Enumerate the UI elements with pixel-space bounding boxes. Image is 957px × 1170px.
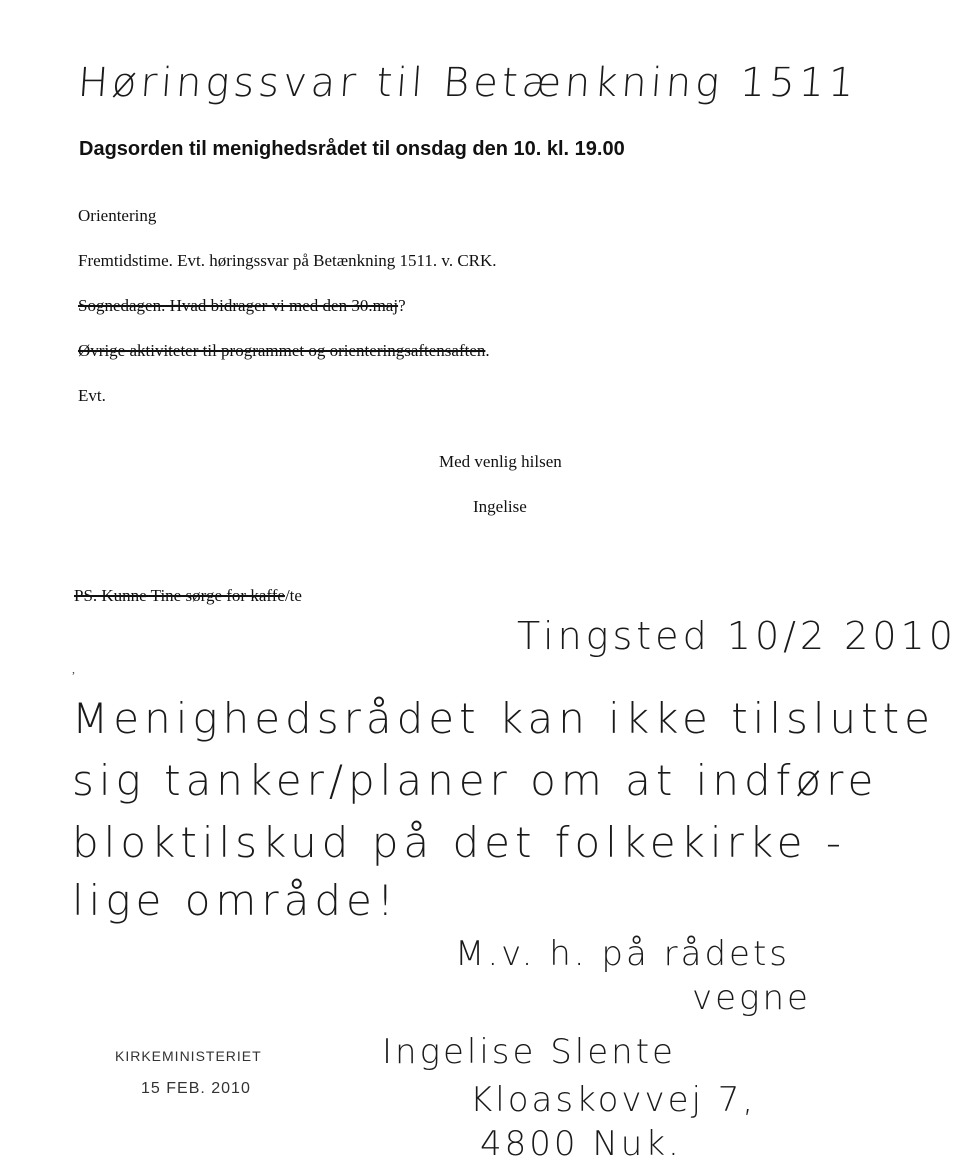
item-suffix: . (485, 341, 490, 360)
postscript (74, 586, 302, 606)
ps-suffix: /te (284, 586, 302, 605)
agenda-item-fremtidstime: Fremtidstime. Evt. høringssvar på Betænkning 1511. v. CRK. (78, 251, 497, 270)
agenda-item-orientering: Orientering (78, 206, 157, 225)
handwritten-regards: M.v. h. på rådets (455, 934, 790, 974)
handwritten-regards: vegne (692, 978, 811, 1018)
handwritten-title: Høringssvar til Betænkning 1511 (76, 60, 860, 106)
handwritten-response-line: sig tanker/planer om at indføre (72, 756, 879, 805)
handwritten-place-date: Tingsted 10/2 2010 (517, 614, 957, 658)
pen-mark: , (72, 662, 75, 676)
agenda-title: Dagsorden til menighedsrådet til onsdag den 10. kl. 19.00 (79, 138, 625, 160)
closing-name: Ingelise (473, 497, 527, 516)
agenda-item-aktiviteter (78, 341, 490, 361)
handwritten-address: 4800 Nuk. (480, 1124, 682, 1164)
handwritten-address: Kloaskovvej 7, (470, 1080, 757, 1120)
stamp-date: 15 FEB. 2010 (141, 1080, 251, 1097)
handwritten-signature: Ingelise Slente (382, 1032, 676, 1072)
agenda-item-evt: Evt. (78, 386, 106, 405)
struck-text: Øvrige aktiviteter til programmet og orienteringsaftensaften (78, 341, 486, 360)
agenda-item-sognedagen (78, 296, 406, 316)
closing-greeting: Med venlig hilsen (439, 452, 562, 471)
handwritten-response-line: lige område! (72, 876, 399, 925)
struck-text: Sognedagen. Hvad bidrager vi med den 30.maj (78, 296, 399, 315)
struck-text: PS. Kunne Tine sørge for kaffe (74, 586, 285, 605)
handwritten-response-line: Menighedsrådet kan ikke tilslutte (72, 694, 935, 743)
stamp-name: KIRKEMINISTERIET (115, 1048, 262, 1064)
item-suffix: ? (398, 296, 406, 315)
handwritten-response-line: bloktilskud på det folkekirke - (72, 818, 847, 867)
